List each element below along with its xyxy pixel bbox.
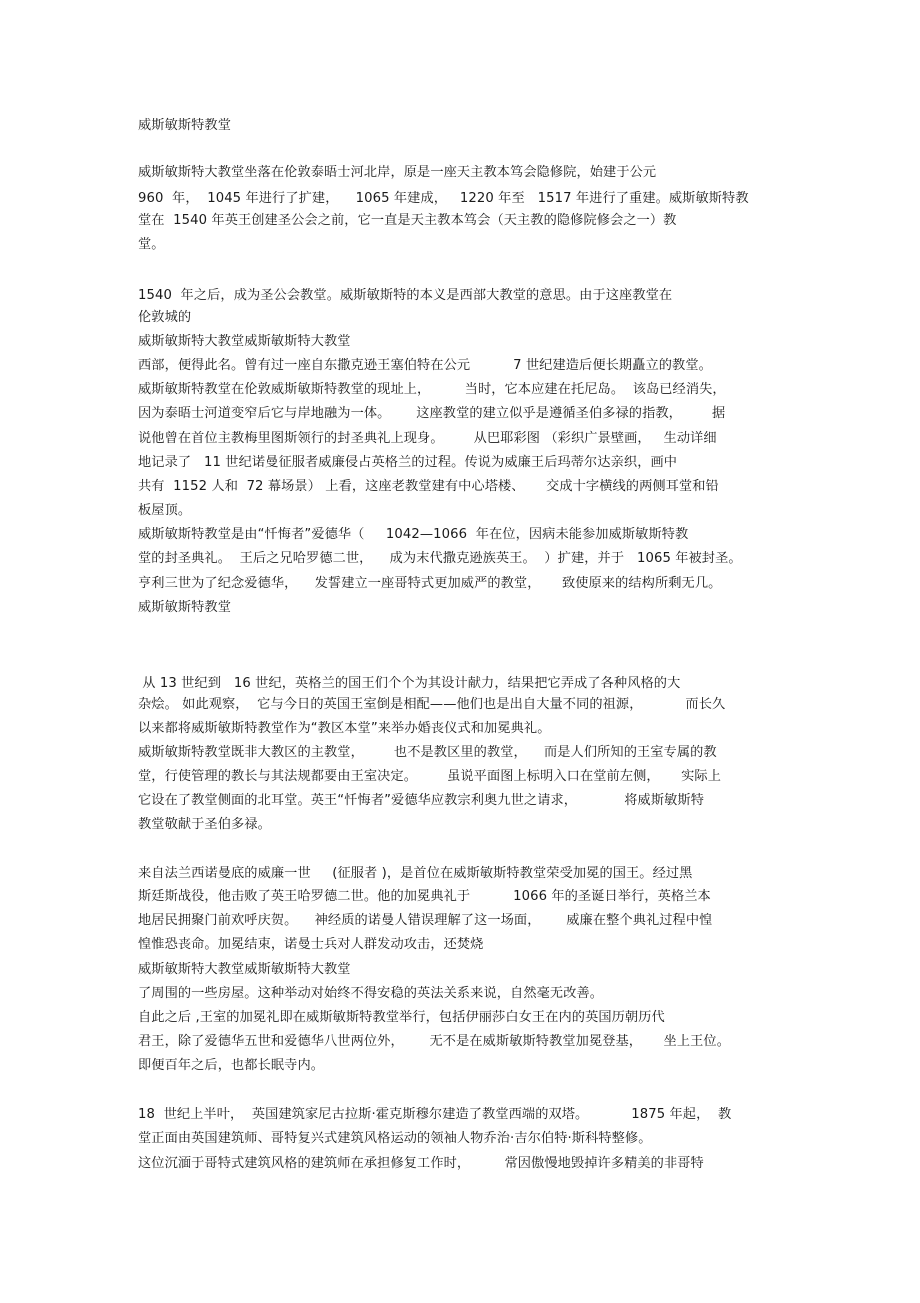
- text-line: 威斯敏斯特大教堂坐落在伦敦泰晤士河北岸，原是一座天主教本笃会隐修院，始建于公元: [138, 165, 657, 180]
- text-line: 堂。: [138, 237, 165, 252]
- text-line: 来自法兰西诺曼底的威廉一世 (征服者 )，是首位在威斯敏斯特教堂荣受加冕的国王。经过黑: [138, 866, 693, 881]
- text-line: 杂烩。 如此观察， 它与今日的英国王室倒是相配——他们也是出自大量不同的祖源， 而长久: [138, 697, 726, 712]
- text-line: 威斯敏斯特教堂既非大教区的主教堂， 也不是教区里的教堂， 而是人们所知的王室专属的教: [138, 745, 717, 760]
- text-line: 即便百年之后，也都长眠寺内。: [138, 1058, 325, 1073]
- text-line: 说他曾在首位主教梅里图斯领行的封圣典礼上现身。 从巴耶彩图 （彩织广景壁画， 生动详细: [138, 431, 717, 446]
- text-line: 了周围的一些房屋。这种举动对始终不得安稳的英法关系来说，自然毫无改善。: [138, 986, 604, 1001]
- text-line: 堂正面由英国建筑师、哥特复兴式建筑风格运动的领袖人物乔治·吉尔伯特·斯科特整修。: [138, 1131, 652, 1146]
- text-line: 地居民拥聚门前欢呼庆贺。 神经质的诺曼人错误理解了这一场面， 威廉在整个典礼过程中惶: [138, 913, 713, 928]
- text-line: 因为泰晤士河道变窄后它与岸地融为一体。 这座教堂的建立似乎是遵循圣伯多禄的指教， 据: [138, 406, 726, 421]
- text-line: 堂，行使管理的教长与其法规都要由王室决定。 虽说平面图上标明入口在堂前左侧， 实际上: [138, 769, 721, 784]
- text-line: 惶惟恐丧命。加冕结束，诺曼士兵对人群发动攻击，还焚烧: [138, 937, 484, 952]
- text-line: 斯廷斯战役，他击败了英王哈罗德二世。他的加冕典礼于 1066 年的圣诞日举行，英格兰本: [138, 889, 711, 904]
- text-line: 堂在 1540 年英王创建圣公会之前，它一直是天主教本笃会（天主教的隐修院修会之一）教: [138, 213, 677, 228]
- text-line: 960 年， 1045 年进行了扩建， 1065 年建成， 1220 年至 1517 年进行了重建。威斯敏斯特教: [138, 191, 749, 206]
- text-line: 堂的封圣典礼。 王后之兄哈罗德二世， 成为末代撒克逊族英王。 ）扩建，并于 1065 年被封圣。: [138, 551, 742, 566]
- text-line: 伦敦城的: [138, 310, 192, 325]
- text-line: 18 世纪上半叶， 英国建筑家尼古拉斯·霍克斯穆尔建造了教堂西端的双塔。 1875 年起， 教: [138, 1107, 732, 1122]
- text-line: 君王，除了爱德华五世和爱德华八世两位外， 无不是在威斯敏斯特教堂加冕登基， 坐上王位。: [138, 1034, 730, 1049]
- text-line: 自此之后 ,王室的加冕礼即在威斯敏斯特教堂举行，包括伊丽莎白女王在内的英国历朝历代: [138, 1010, 665, 1025]
- text-line: 威斯敏斯特教堂在伦敦威斯敏斯特教堂的现址上， 当时，它本应建在托尼岛。 该岛已经消失，: [138, 382, 726, 397]
- text-line: 地记录了 11 世纪诺曼征服者威廉侵占英格兰的过程。传说为威廉王后玛蒂尔达亲织，画中: [138, 455, 678, 470]
- text-line: 威斯敏斯特教堂: [138, 600, 232, 615]
- text-line: 威斯敏斯特大教堂威斯敏斯特大教堂: [138, 962, 351, 977]
- text-line: 亨利三世为了纪念爱德华， 发誓建立一座哥特式更加威严的教堂， 致使原来的结构所剩无几。: [138, 576, 722, 591]
- text-line: 威斯敏斯特大教堂威斯敏斯特大教堂: [138, 334, 351, 349]
- text-line: 板屋顶。: [138, 503, 192, 518]
- text-line: 西部，便得此名。曾有过一座自东撒克逊王塞伯特在公元 7 世纪建造后便长期矗立的教堂。: [138, 358, 712, 373]
- text-line: 1540 年之后，成为圣公会教堂。威斯敏斯特的本义是西部大教堂的意思。由于这座教堂在: [138, 288, 673, 303]
- heading-title: 威斯敏斯特教堂: [138, 118, 232, 133]
- text-line: 它设在了教堂侧面的北耳堂。英王“忏悔者”爱德华应教宗利奥九世之请求， 将威斯敏斯特: [138, 793, 704, 808]
- text-line: 教堂敬献于圣伯多禄。: [138, 817, 271, 832]
- text-line: 从 13 世纪到 16 世纪，英格兰的国王们个个为其设计献力，结果把它弄成了各种风格的大: [138, 676, 681, 691]
- text-line: 威斯敏斯特教堂是由“忏悔者”爱德华（ 1042—1066 年在位，因病未能参加威斯敏斯特教: [138, 527, 689, 542]
- text-line: 这位沉湎于哥特式建筑风格的建筑师在承担修复工作时， 常因傲慢地毁掉许多精美的非哥特: [138, 1156, 704, 1171]
- text-line: 共有 1152 人和 72 幕场景） 上看，这座老教堂建有中心塔楼、 交成十字横线的两侧耳堂和铅: [138, 479, 719, 494]
- text-line: 以来都将威斯敏斯特教堂作为“教区本堂”来举办婚丧仪式和加冕典礼。: [138, 721, 551, 736]
